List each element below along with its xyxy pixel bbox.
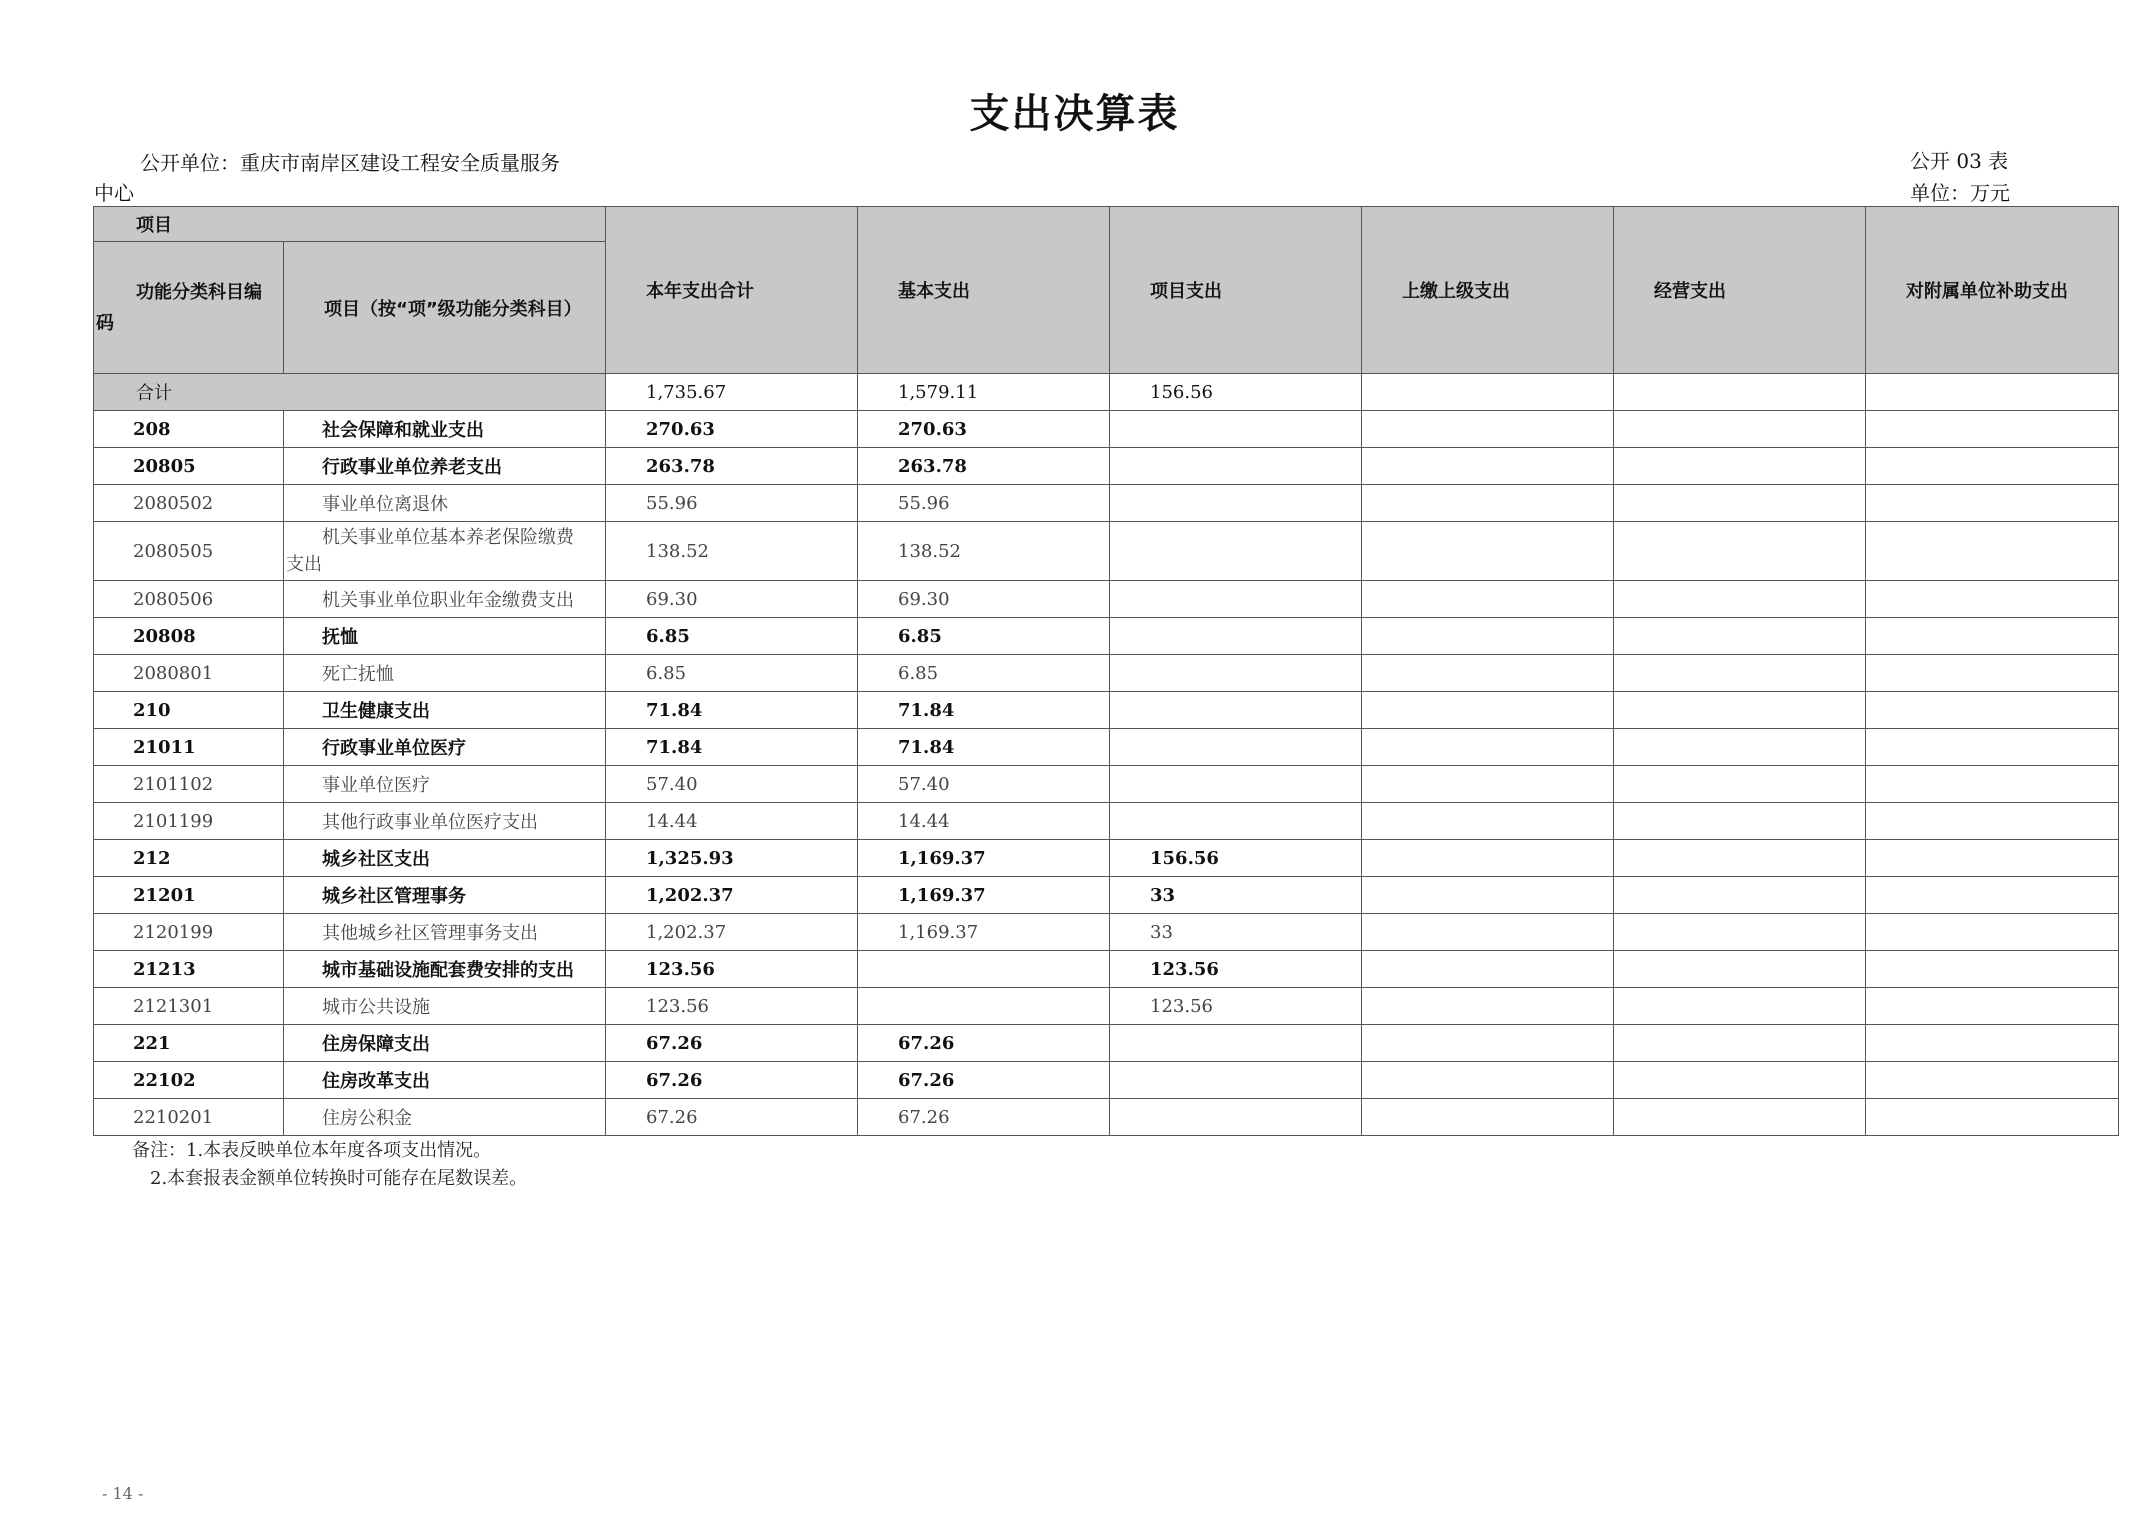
amount-cell: 270.63 xyxy=(606,411,858,448)
expenditure-table xyxy=(93,206,2119,1136)
table-row xyxy=(94,729,2119,766)
amount-cell: 69.30 xyxy=(606,581,858,618)
item-name-cell: 行政事业单位养老支出 xyxy=(284,448,606,485)
amount-cell xyxy=(1614,1062,1866,1099)
amount-cell xyxy=(1362,522,1614,581)
amount-cell xyxy=(1362,803,1614,840)
amount-cell xyxy=(1866,448,2119,485)
total-value xyxy=(1866,374,2119,411)
amount-cell: 6.85 xyxy=(858,618,1110,655)
table-row xyxy=(94,411,2119,448)
amount-cell xyxy=(1362,448,1614,485)
amount-cell: 71.84 xyxy=(858,692,1110,729)
total-value xyxy=(1614,374,1866,411)
amount-cell xyxy=(1362,988,1614,1025)
amount-cell: 67.26 xyxy=(606,1099,858,1136)
amount-cell xyxy=(1614,988,1866,1025)
amount-cell: 14.44 xyxy=(606,803,858,840)
item-name-cell: 住房保障支出 xyxy=(284,1025,606,1062)
amount-cell xyxy=(1614,877,1866,914)
amount-cell xyxy=(1110,485,1362,522)
amount-cell: 55.96 xyxy=(606,485,858,522)
header-total-expense: 本年支出合计 xyxy=(606,207,858,374)
amount-cell: 67.26 xyxy=(858,1099,1110,1136)
header-subsidy: 对附属单位补助支出 xyxy=(1866,207,2119,374)
amount-cell xyxy=(1362,914,1614,951)
page-number: - 14 - xyxy=(102,1484,144,1503)
amount-cell: 1,202.37 xyxy=(606,914,858,951)
amount-cell: 6.85 xyxy=(858,655,1110,692)
amount-cell xyxy=(1614,522,1866,581)
amount-cell: 123.56 xyxy=(606,951,858,988)
amount-cell xyxy=(1614,1099,1866,1136)
unit-info xyxy=(140,148,560,178)
amount-cell xyxy=(1362,729,1614,766)
function-code-cell: 2080502 xyxy=(94,485,284,522)
function-code-cell: 2120199 xyxy=(94,914,284,951)
note-2: 2.本套报表金额单位转换时可能存在尾数误差。 xyxy=(150,1168,528,1189)
table-row xyxy=(94,914,2119,951)
total-value: 1,735.67 xyxy=(606,374,858,411)
amount-cell xyxy=(1614,448,1866,485)
amount-cell xyxy=(1866,914,2119,951)
function-code-cell: 2121301 xyxy=(94,988,284,1025)
amount-cell xyxy=(1362,581,1614,618)
item-name-cell: 机关事业单位职业年金缴费支出 xyxy=(284,581,606,618)
amount-cell xyxy=(1614,766,1866,803)
form-number: 公开 03 表 xyxy=(1910,149,2009,173)
amount-cell: 138.52 xyxy=(606,522,858,581)
amount-cell xyxy=(1866,485,2119,522)
amount-cell xyxy=(1362,485,1614,522)
table-row xyxy=(94,877,2119,914)
amount-cell xyxy=(1866,877,2119,914)
table-row xyxy=(94,766,2119,803)
amount-cell xyxy=(1110,729,1362,766)
amount-cell: 55.96 xyxy=(858,485,1110,522)
amount-cell xyxy=(1614,1025,1866,1062)
function-code-cell: 21201 xyxy=(94,877,284,914)
amount-cell xyxy=(1614,803,1866,840)
table-row xyxy=(94,448,2119,485)
amount-cell: 263.78 xyxy=(858,448,1110,485)
amount-cell xyxy=(1362,1025,1614,1062)
header-project-expense: 项目支出 xyxy=(1110,207,1362,374)
amount-cell: 14.44 xyxy=(858,803,1110,840)
amount-cell xyxy=(858,988,1110,1025)
amount-cell xyxy=(1866,951,2119,988)
amount-cell xyxy=(1614,914,1866,951)
function-code-cell: 2080505 xyxy=(94,522,284,581)
amount-cell xyxy=(1110,411,1362,448)
function-code-cell: 21213 xyxy=(94,951,284,988)
amount-cell xyxy=(1614,581,1866,618)
amount-cell xyxy=(1614,692,1866,729)
amount-cell xyxy=(1866,581,2119,618)
item-name-cell: 其他城乡社区管理事务支出 xyxy=(284,914,606,951)
table-row xyxy=(94,1025,2119,1062)
unit-name-line2: 中心 xyxy=(94,181,134,205)
item-name-line1: 机关事业单位基本养老保险缴费 xyxy=(322,527,574,548)
item-name-cell: 社会保障和就业支出 xyxy=(284,411,606,448)
header-code-part1: 功能分类科目编 xyxy=(136,281,262,303)
amount-cell xyxy=(1866,692,2119,729)
amount-cell: 33 xyxy=(1110,914,1362,951)
amount-cell xyxy=(1866,766,2119,803)
amount-cell: 263.78 xyxy=(606,448,858,485)
item-name-cell: 其他行政事业单位医疗支出 xyxy=(284,803,606,840)
header-row-top xyxy=(94,207,2119,242)
total-value: 1,579.11 xyxy=(858,374,1110,411)
amount-cell xyxy=(1110,1025,1362,1062)
amount-cell xyxy=(1110,618,1362,655)
amount-cell: 67.26 xyxy=(858,1062,1110,1099)
amount-cell xyxy=(1866,522,2119,581)
function-code-cell: 2101102 xyxy=(94,766,284,803)
amount-cell xyxy=(1110,1099,1362,1136)
function-code-cell: 22102 xyxy=(94,1062,284,1099)
amount-cell: 156.56 xyxy=(1110,840,1362,877)
amount-cell xyxy=(1362,411,1614,448)
item-name-cell xyxy=(284,522,606,581)
item-name-cell: 事业单位医疗 xyxy=(284,766,606,803)
amount-cell: 67.26 xyxy=(606,1062,858,1099)
amount-cell xyxy=(1866,1062,2119,1099)
header-item-name: 项目（按“项”级功能分类科目） xyxy=(284,242,606,374)
amount-cell: 71.84 xyxy=(858,729,1110,766)
header-basic-expense: 基本支出 xyxy=(858,207,1110,374)
amount-cell xyxy=(1362,840,1614,877)
amount-cell xyxy=(1362,951,1614,988)
item-name-cell: 卫生健康支出 xyxy=(284,692,606,729)
amount-cell: 123.56 xyxy=(606,988,858,1025)
table-row xyxy=(94,618,2119,655)
table-row xyxy=(94,581,2119,618)
amount-cell: 67.26 xyxy=(606,1025,858,1062)
item-name-cell: 死亡抚恤 xyxy=(284,655,606,692)
amount-cell: 123.56 xyxy=(1110,988,1362,1025)
amount-cell: 138.52 xyxy=(858,522,1110,581)
amount-cell xyxy=(1866,803,2119,840)
function-code-cell: 2080801 xyxy=(94,655,284,692)
item-name-cell: 行政事业单位医疗 xyxy=(284,729,606,766)
total-value xyxy=(1362,374,1614,411)
amount-cell xyxy=(1110,1062,1362,1099)
amount-cell xyxy=(1866,1099,2119,1136)
item-name-cell: 城市公共设施 xyxy=(284,988,606,1025)
item-name-cell: 住房公积金 xyxy=(284,1099,606,1136)
function-code-cell: 210 xyxy=(94,692,284,729)
amount-cell: 1,325.93 xyxy=(606,840,858,877)
amount-cell xyxy=(1614,951,1866,988)
amount-cell xyxy=(1110,803,1362,840)
page-title: 支出决算表 xyxy=(969,91,1180,137)
unit-label: 公开单位： xyxy=(140,151,240,175)
item-name-cell: 城乡社区支出 xyxy=(284,840,606,877)
amount-cell xyxy=(1866,655,2119,692)
amount-cell: 123.56 xyxy=(1110,951,1362,988)
amount-cell xyxy=(1362,655,1614,692)
unit-name-line1: 重庆市南岸区建设工程安全质量服务 xyxy=(240,151,560,175)
table-row xyxy=(94,1062,2119,1099)
amount-cell xyxy=(1110,581,1362,618)
amount-cell xyxy=(1614,485,1866,522)
amount-cell: 1,169.37 xyxy=(858,877,1110,914)
header-operating-expense: 经营支出 xyxy=(1614,207,1866,374)
amount-cell xyxy=(1614,655,1866,692)
item-name-cell: 事业单位离退休 xyxy=(284,485,606,522)
amount-cell: 71.84 xyxy=(606,729,858,766)
item-name-cell: 住房改革支出 xyxy=(284,1062,606,1099)
amount-cell xyxy=(858,951,1110,988)
table-row xyxy=(94,988,2119,1025)
amount-cell: 57.40 xyxy=(858,766,1110,803)
note-1: 备注：1.本表反映单位本年度各项支出情况。 xyxy=(132,1140,492,1161)
amount-cell: 57.40 xyxy=(606,766,858,803)
currency-unit: 单位：万元 xyxy=(1910,181,2010,205)
amount-cell xyxy=(1614,729,1866,766)
amount-cell xyxy=(1362,1099,1614,1136)
amount-cell xyxy=(1110,522,1362,581)
item-name-cell: 抚恤 xyxy=(284,618,606,655)
table-row xyxy=(94,692,2119,729)
total-label: 合计 xyxy=(94,374,606,411)
function-code-cell: 212 xyxy=(94,840,284,877)
amount-cell xyxy=(1362,618,1614,655)
amount-cell xyxy=(1362,692,1614,729)
function-code-cell: 2101199 xyxy=(94,803,284,840)
table-row xyxy=(94,655,2119,692)
function-code-cell: 2080506 xyxy=(94,581,284,618)
item-name-cell: 城市基础设施配套费安排的支出 xyxy=(284,951,606,988)
function-code-cell: 21011 xyxy=(94,729,284,766)
amount-cell xyxy=(1362,1062,1614,1099)
amount-cell xyxy=(1110,766,1362,803)
amount-cell xyxy=(1866,618,2119,655)
amount-cell: 6.85 xyxy=(606,655,858,692)
table-row xyxy=(94,485,2119,522)
amount-cell xyxy=(1866,411,2119,448)
header-code-part2: 码 xyxy=(96,312,114,334)
item-name-line2: 支出 xyxy=(286,554,322,575)
item-name-cell: 城乡社区管理事务 xyxy=(284,877,606,914)
table-row xyxy=(94,522,2119,581)
amount-cell: 71.84 xyxy=(606,692,858,729)
amount-cell: 69.30 xyxy=(858,581,1110,618)
amount-cell xyxy=(1614,618,1866,655)
total-row xyxy=(94,374,2119,411)
function-code-cell: 221 xyxy=(94,1025,284,1062)
amount-cell xyxy=(1110,692,1362,729)
amount-cell xyxy=(1110,655,1362,692)
header-superior-remit: 上缴上级支出 xyxy=(1362,207,1614,374)
function-code-cell: 2210201 xyxy=(94,1099,284,1136)
amount-cell xyxy=(1866,840,2119,877)
table-row xyxy=(94,803,2119,840)
amount-cell xyxy=(1362,877,1614,914)
function-code-cell: 20808 xyxy=(94,618,284,655)
function-code-cell: 208 xyxy=(94,411,284,448)
amount-cell xyxy=(1614,840,1866,877)
amount-cell: 33 xyxy=(1110,877,1362,914)
amount-cell xyxy=(1866,1025,2119,1062)
amount-cell: 6.85 xyxy=(606,618,858,655)
amount-cell xyxy=(1866,988,2119,1025)
table-row xyxy=(94,840,2119,877)
amount-cell xyxy=(1110,448,1362,485)
header-project: 项目 xyxy=(94,207,606,242)
amount-cell xyxy=(1362,766,1614,803)
table-row xyxy=(94,1099,2119,1136)
amount-cell: 270.63 xyxy=(858,411,1110,448)
total-value: 156.56 xyxy=(1110,374,1362,411)
function-code-cell: 20805 xyxy=(94,448,284,485)
amount-cell: 1,202.37 xyxy=(606,877,858,914)
amount-cell xyxy=(1866,729,2119,766)
amount-cell: 67.26 xyxy=(858,1025,1110,1062)
amount-cell: 1,169.37 xyxy=(858,914,1110,951)
amount-cell: 1,169.37 xyxy=(858,840,1110,877)
table-row xyxy=(94,951,2119,988)
header-function-code xyxy=(94,242,284,374)
amount-cell xyxy=(1614,411,1866,448)
